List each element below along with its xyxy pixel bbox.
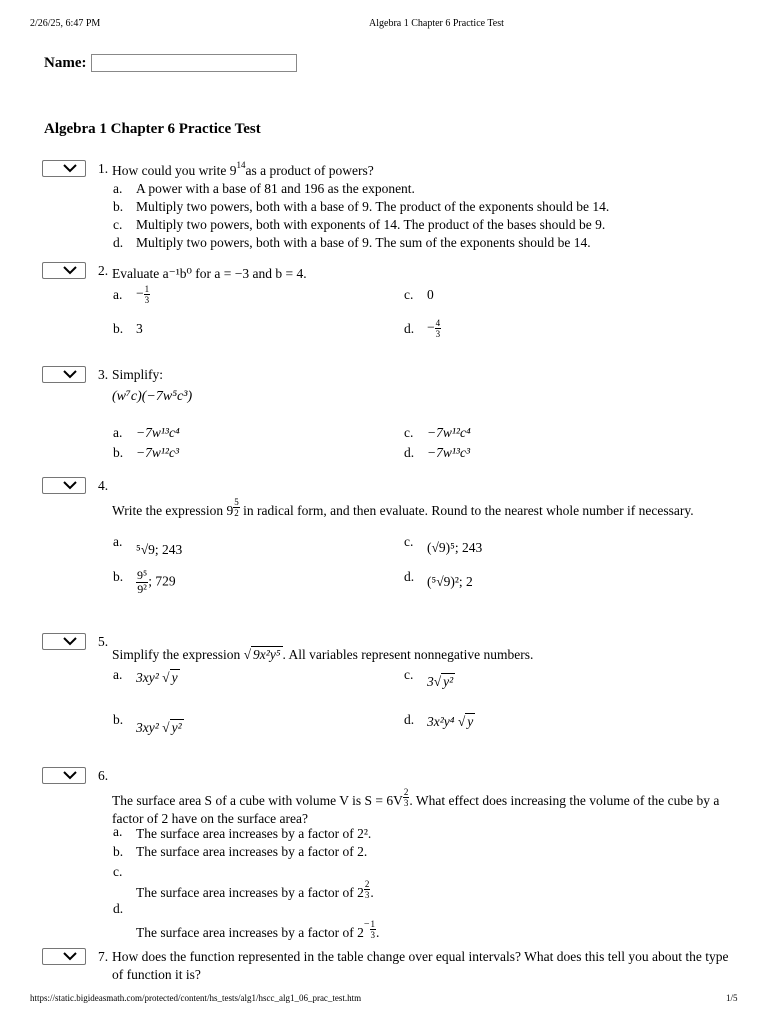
question-stem: Simplify the expression √ 9x²y⁵ . All variables represent nonnegative numbers.	[112, 647, 534, 662]
question-number: 6.	[98, 768, 109, 783]
name-row	[44, 54, 297, 72]
option-text: ⁵√9; 243	[136, 542, 183, 557]
option-label: a.	[113, 534, 123, 549]
option-text: Multiply two powers, both with a base of 9. The sum of the exponents should be 14.	[136, 235, 591, 250]
question-stem: Simplify:	[112, 367, 164, 382]
chevron-down-icon	[63, 266, 77, 275]
print-doc-title: Algebra 1 Chapter 6 Practice Test	[369, 18, 504, 29]
question-number: 3.	[98, 367, 109, 382]
option-label: a.	[113, 287, 123, 302]
option-label: c.	[404, 667, 414, 682]
question-number: 2.	[98, 263, 109, 278]
option-text: (⁵√9)²; 2	[427, 574, 473, 589]
option-text: −7w¹²c³	[136, 445, 179, 460]
question-stem: How does the function represented in the table change over equal intervals? What does this tell you about the type of function it is?	[112, 949, 729, 982]
option-text: A power with a base of 81 and 196 as the exponent.	[136, 181, 415, 196]
option-text: −7w¹²c⁴	[427, 425, 471, 440]
option-label: c.	[404, 425, 414, 440]
option-label: d.	[404, 321, 415, 336]
chevron-down-icon	[63, 637, 77, 646]
option-text: 3√ y²	[427, 674, 454, 689]
option-label: c.	[404, 534, 414, 549]
option-text: (√9)⁵; 243	[427, 540, 483, 555]
question-number: 7.	[98, 949, 109, 964]
option-text: −7w¹³c⁴	[136, 425, 180, 440]
option-label: c.	[404, 287, 414, 302]
name-input[interactable]	[91, 54, 297, 72]
option-label: b.	[113, 445, 124, 460]
option-label: b.	[113, 199, 124, 214]
chevron-down-icon	[63, 164, 77, 173]
option-text: Multiply two powers, both with exponents of 14. The product of the bases should be 9.	[136, 217, 606, 232]
option-label: a.	[113, 667, 123, 682]
option-text: The surface area increases by a factor of 2− $\frac{1}{3}$ .	[136, 919, 380, 940]
option-text: $\frac{\text{9⁵}}{\text{9²}}$ ; 729	[137, 568, 176, 596]
option-text: The surface area increases by a factor of 2².	[136, 826, 372, 841]
question-stem: Write the expression 9 $\frac{5}{2}$ in radical form, and then evaluate. Round to the nearest whole number if necessary.	[112, 497, 694, 518]
option-text: 3xy² √ y	[136, 670, 178, 685]
option-text: 3x²y⁴ √ y	[427, 714, 474, 729]
print-timestamp: 2/26/25, 6:47 PM	[30, 18, 101, 29]
answer-select[interactable]	[42, 262, 86, 279]
question-number: 5.	[98, 634, 109, 649]
option-value: − $\frac{4}{3}$	[427, 318, 441, 339]
option-label: b.	[113, 321, 124, 336]
option-label: c.	[113, 217, 123, 232]
option-text: The surface area increases by a factor of 2.	[136, 844, 368, 859]
answer-select[interactable]	[42, 948, 86, 965]
chevron-down-icon	[63, 952, 77, 961]
option-label: b.	[113, 712, 124, 727]
option-label: b.	[113, 844, 124, 859]
page-title: Algebra 1 Chapter 6 Practice Test	[44, 121, 261, 137]
page-number: 1/5	[726, 993, 738, 1003]
option-label: c.	[113, 864, 123, 879]
option-label: a.	[113, 425, 123, 440]
option-label: a.	[113, 824, 123, 839]
option-label: d.	[113, 901, 124, 916]
chevron-down-icon	[63, 771, 77, 780]
question-stem: Evaluate a⁻¹b⁰ for a = −3 and b = 4.	[112, 266, 307, 281]
answer-select[interactable]	[42, 160, 86, 177]
question-stem: The surface area S of a cube with volume V is S = 6V $\frac{2}{3}$ . What effect does increasing the volume of the cube by a factor of 2 have on the surface area?	[112, 787, 720, 826]
option-label: d.	[113, 235, 124, 250]
option-text: −7w¹³c³	[427, 445, 470, 460]
name-label: Name:	[44, 54, 87, 71]
option-value: 3	[136, 321, 143, 336]
answer-select[interactable]	[42, 633, 86, 650]
option-label: a.	[113, 181, 123, 196]
question-number: 4.	[98, 478, 109, 493]
option-label: b.	[113, 569, 124, 584]
question-number: 1.	[98, 161, 109, 176]
option-label: d.	[404, 712, 415, 727]
option-text: 3xy² √ y²	[136, 720, 182, 735]
option-text: Multiply two powers, both with a base of 9. The product of the exponents should be 14.	[136, 199, 610, 214]
chevron-down-icon	[63, 481, 77, 490]
question-stem: How could you write $9^{14}as$ a product of powers?	[112, 160, 374, 178]
answer-select[interactable]	[42, 477, 86, 494]
option-value: 0	[427, 287, 434, 302]
answer-select[interactable]	[42, 767, 86, 784]
option-value: − $\frac{1}{3}$	[136, 284, 150, 305]
option-text: The surface area increases by a factor of 2 $\frac{2}{3}$ .	[136, 879, 374, 900]
expression: (w⁷c)(−7w⁵c³)	[112, 389, 193, 404]
chevron-down-icon	[63, 370, 77, 379]
answer-select[interactable]	[42, 366, 86, 383]
option-label: d.	[404, 445, 415, 460]
print-url: https://static.bigideasmath.com/protected/content/hs_tests/alg1/hscc_alg1_06_prac_test.htm	[30, 993, 362, 1003]
option-label: d.	[404, 569, 415, 584]
